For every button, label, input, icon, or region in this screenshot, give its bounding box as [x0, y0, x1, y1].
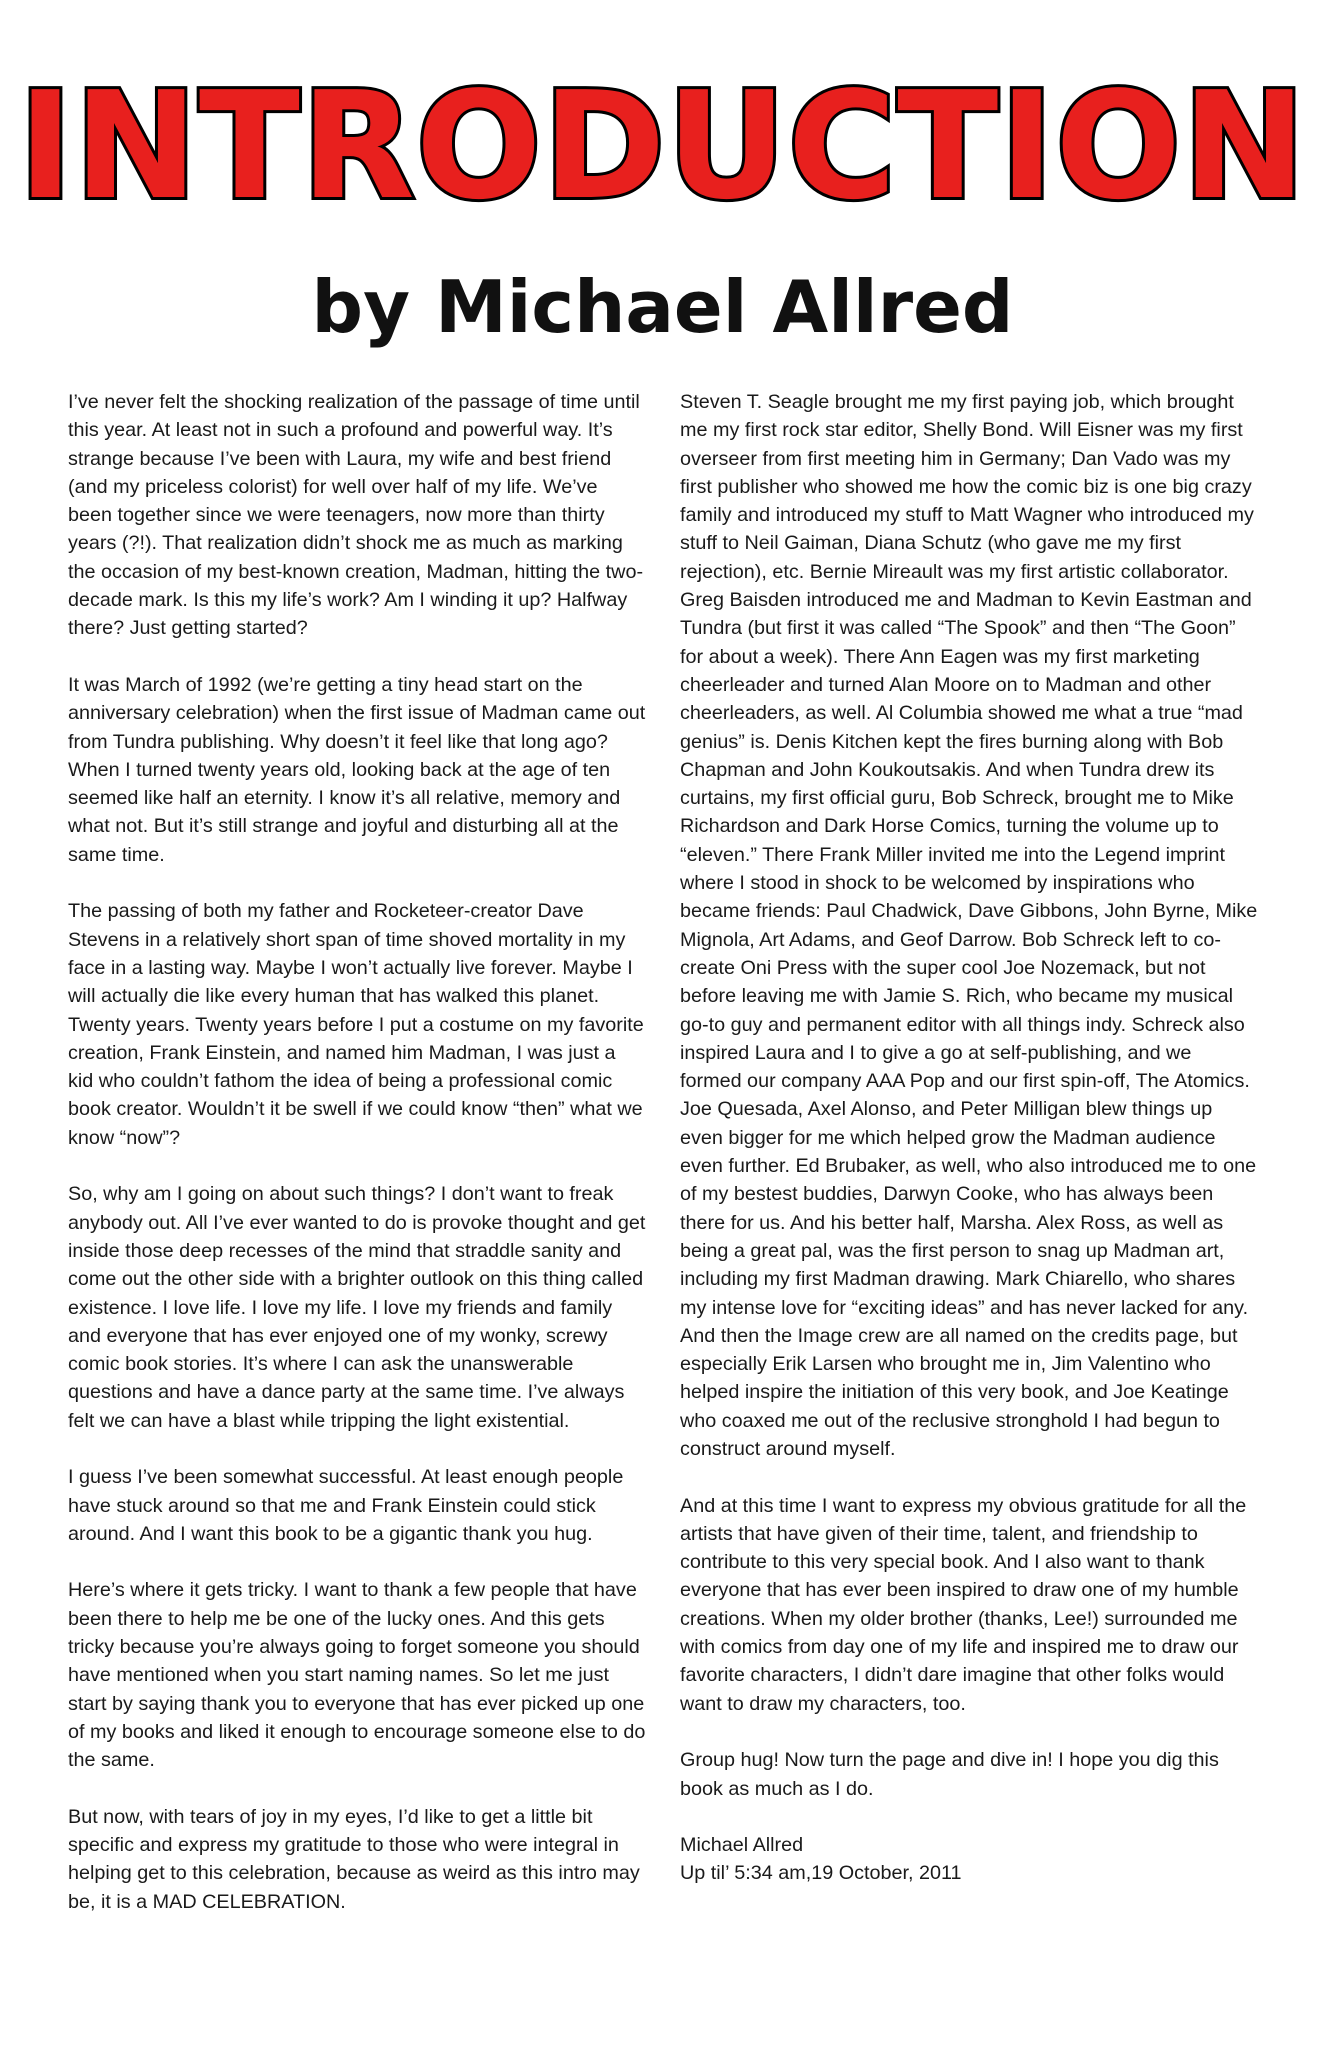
paragraph: It was March of 1992 (we’re getting a tiny head start on the anniversary celebration) when the first issue of Madman came out from Tundra publishing. Why doesn’t it feel like that long ago? When I turned twenty years old, looking back at the age of ten seemed like half an eternity. I know it’s all relative, memory and what not. But it’s still strange and joyful and disturbing all at the same time. [68, 673, 646, 866]
paragraph: I guess I’ve been somewhat successful. At least enough people have stuck around so that me and Frank Einstein could stick around. And I want this book to be a gigantic thank you hug. [68, 1466, 624, 1545]
paragraph: So, why am I going on about such things? I don’t want to freak anybody out. All I’ve ever wanted to do is provoke thought and get inside those deep recesses of the mind that straddle sanity and come out the other side with a brighter outlook on this thing called existence. I love life. I love my life. I love my friends and family and everyone that has ever enjoyed one of my wonky, screwy comic book stories. It’s where I can ask the unanswerable questions and have a dance party at the same time. I’ve always felt we can have a blast while tripping the light existential. [68, 1183, 646, 1432]
signature-name: Michael Allred [680, 1834, 804, 1857]
paragraph: But now, with tears of joy in my eyes, I’d like to get a little bit specific and express my gratitude to those who were integral in helping get to this celebration, because as weird as this intro may be, it is a MAD CELEBRATION. [68, 1805, 640, 1913]
right-text-column [680, 388, 1258, 1888]
signature-block [680, 1831, 1258, 1888]
author-byline: by Michael Allred [311, 265, 1014, 349]
paragraph: I’ve never felt the shocking realization of the passage of time until this year. At least not in such a profound and powerful way. It’s strange because I’ve been with Laura, my wife and best friend (and my priceless colorist) for well over half of my life. We’ve been together since we were teenagers, now more than thirty years (?!). That realization didn’t shock me as much as marking the occasion of my best-known creation, Madman, hitting the two-decade mark. Is this my life’s work? Am I winding it up? Halfway there? Just getting started? [68, 391, 644, 640]
page-title: INTRODUCTION [17, 60, 1307, 232]
signature-date: Up til’ 5:34 am,19 October, 2011 [680, 1862, 962, 1885]
paragraph: Steven T. Seagle brought me my first paying job, which brought me my first rock star editor, Shelly Bond. Will Eisner was my first overseer from first meeting him in Germany; Dan Vado was my first publisher who showed me how the comic biz is one big crazy family and introduced my stuff to Matt Wagner who introduced my stuff to Neil Gaiman, Diana Schutz (who gave me my first rejection), etc. Bernie Mireault was my first artistic collaborator. Greg Baisden introduced me and Madman to Kevin Eastman and Tundra (but first it was called “The Spook” and then “The Goon” for about a week). There Ann Eagen was my first marketing cheerleader and turned Alan Moore on to Madman and other cheerleaders, as well. Al Columbia showed me what a true “mad genius” is. Denis Kitchen kept the fires burning along with Bob Chapman and John Koukoutsakis. And when Tundra drew its curtains, my first official guru, Bob Schreck, brought me to Mike Richardson and Dark Horse Comics, turning the volume up to “eleven.” There Frank Miller invited me into the Legend imprint where I stood in shock to be welcomed by inspirations who became friends: Paul Chadwick, Dave Gibbons, John Byrne, Mike Mignola, Art Adams, and Geof Darrow. Bob Schreck left to co-create Oni Press with the super cool Joe Nozemack, but not before leaving me with Jamie S. Rich, who became my musical go-to guy and permanent editor with all things indy. Schreck also inspired Laura and I to give a go at self-publishing, and we formed our company AAA Pop and our first spin-off, The Atomics. Joe Quesada, Axel Alonso, and Peter Milligan blew things up even bigger for me which helped grow the Madman audience even further. Ed Brubaker, as well, who also introduced me to one of my bestest buddies, Darwyn Cooke, who has always been there for us. And his better half, Marsha. Alex Ross, as well as being a great pal, was the first person to snag up Madman art, including my first Madman drawing. Mark Chiarello, who shares my intense love for “exciting ideas” and has never lacked for any. And then the Image crew are all named on the credits page, but especially Erik Larsen who brought me in, Jim Valentino who helped inspire the initiation of this very book, and Joe Keatinge who coaxed me out of the reclusive stronghold I had begun to construct around myself. [680, 391, 1258, 1460]
left-text-column [68, 388, 646, 1944]
page-header [0, 0, 1325, 370]
paragraph: Here’s where it gets tricky. I want to thank a few people that have been there to help me be one of the lucky ones. And this gets tricky because you’re always going to forget someone you should have mentioned when you start naming names. So let me just start by saying thank you to everyone that has ever picked up one of my books and liked it enough to encourage someone else to do the same. [68, 1579, 646, 1772]
paragraph: And at this time I want to express my obvious gratitude for all the artists that have given of their time, talent, and friendship to contribute to this very special book. And I also want to thank everyone that has ever been inspired to draw one of my humble creations. When my older brother (thanks, Lee!) surrounded me with comics from day one of my life and inspired me to draw our favorite characters, I didn’t dare imagine that other folks would want to draw my characters, too. [680, 1494, 1247, 1715]
paragraph: The passing of both my father and Rocketeer-creator Dave Stevens in a relatively short span of time shoved mortality in my face in a lasting way. Maybe I won’t actually live forever. Maybe I will actually die like every human that has walked this planet. Twenty years. Twenty years before I put a costume on my favorite creation, Frank Einstein, and named him Madman, I was just a kid who couldn’t fathom the idea of being a professional comic book creator. Wouldn’t it be swell if we could know “then” what we know “now”? [68, 900, 644, 1149]
paragraph: Group hug! Now turn the page and dive in! I hope you dig this book as much as I do. [680, 1749, 1219, 1800]
